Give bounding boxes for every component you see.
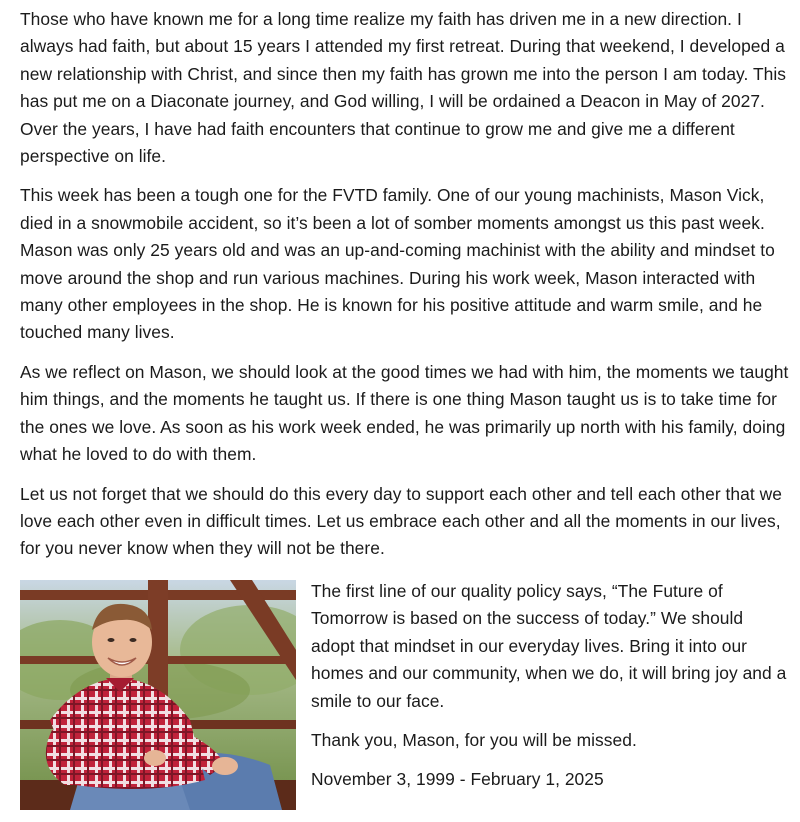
paragraph-thank-you: Thank you, Mason, for you will be missed. (311, 730, 637, 751)
paragraph-support-each-other: Let us not forget that we should do this every day to support each other and tell each other that we love each other even in difficult times. Let us embrace each other and all the moments in our lives, for you never know when they will not be there. (20, 483, 782, 559)
paragraph-reflection: As we reflect on Mason, we should look at the good times we had with him, the moments we taught him things, and the moments he taught us. If there is one thing Mason taught us is to take time for the ones we love. As soon as his work week ended, he was primarily up north with his family, doing what he loved to do with them. (20, 361, 789, 465)
paragraph-quality-policy: The first line of our quality policy says, “The Future of Tomorrow is based on the success of today.” We should adopt that mindset in our everyday lives. Bring it into our homes and our community, when we do, it will bring joy and a smile to our face. (311, 581, 787, 711)
paragraph-mason-tribute: This week has been a tough one for the FVTD family. One of our young machinists, Mason Vick, died in a snowmobile accident, so it’s been a lot of somber moments amongst us this past week. Mason was only 25 years old and was an up-and-coming machinist with the ability and mindset to move around the shop and run various machines. During his work week, Mason interacted with many other employees in the shop. He is known for his positive attitude and warm smile, and he touched many lives. (20, 185, 775, 343)
paragraph-faith-journey: Those who have known me for a long time realize my faith has driven me in a new direction. I always had faith, but about 15 years I attended my first retreat. During that weekend, I developed a new relationship with Christ, and since then my faith has grown me into the person I am today. This has put me on a Diaconate journey, and God willing, I will be ordained a Deacon in May of 2027. Over the years, I have had faith encounters that continue to grow me and give me a different perspective on life. (20, 9, 787, 167)
portrait-photo (20, 580, 296, 810)
photo-and-closing-section (20, 578, 790, 818)
life-dates: November 3, 1999 - February 1, 2025 (311, 769, 604, 790)
closing-text (311, 578, 790, 806)
article (20, 6, 790, 790)
portrait-illustration (20, 580, 296, 810)
